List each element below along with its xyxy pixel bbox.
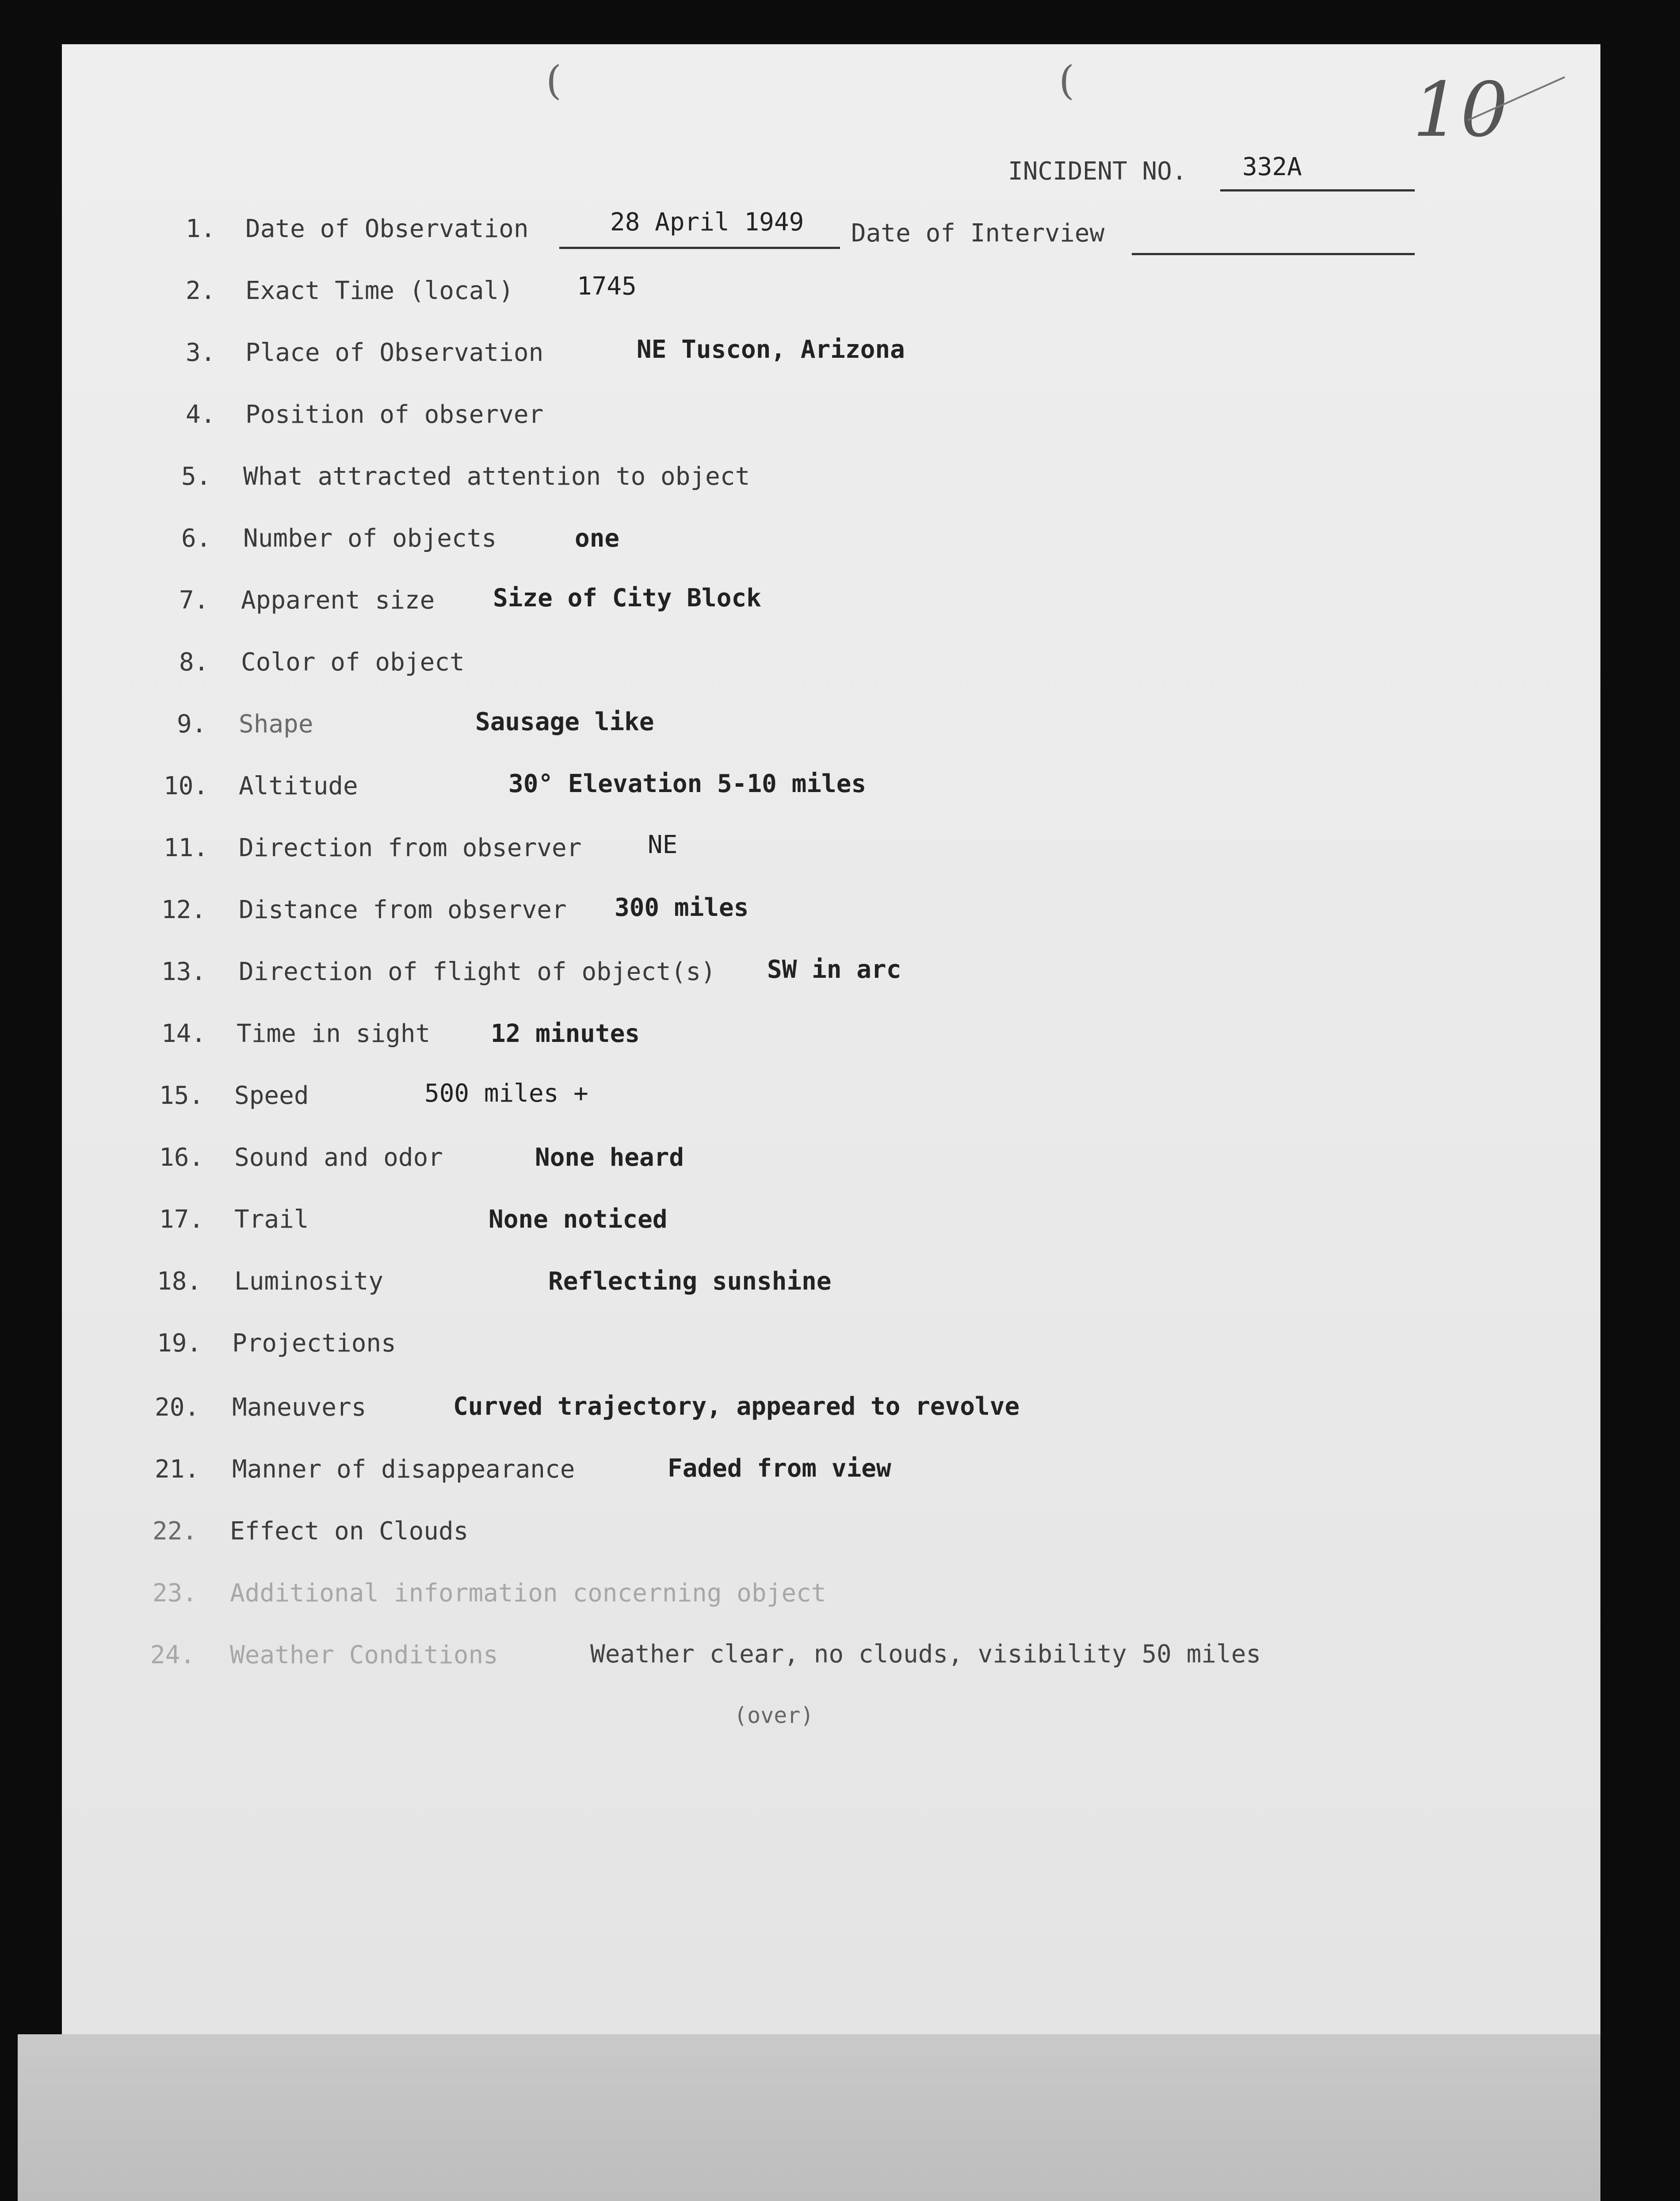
item-value: 500 miles + <box>424 1079 588 1108</box>
item-number: 19. <box>157 1329 202 1358</box>
item-label: Number of objects <box>243 524 497 553</box>
item-number: 16. <box>159 1143 204 1172</box>
scan-bottom-margin <box>18 2034 1618 2201</box>
item-number: 18. <box>157 1267 202 1296</box>
interview-underline <box>1132 253 1415 255</box>
item-label: Maneuvers <box>232 1393 367 1422</box>
interview-label: Date of Interview <box>851 219 1105 248</box>
item-number: 24. <box>150 1641 195 1669</box>
incident-number: 332A <box>1242 153 1302 181</box>
item-number: 20. <box>155 1393 200 1422</box>
item-number: 13. <box>161 957 206 986</box>
item-number: 15. <box>159 1081 204 1110</box>
item-number: 11. <box>164 834 209 862</box>
item-label: Speed <box>234 1081 309 1110</box>
item-value: NE <box>648 831 678 859</box>
item-number: 12. <box>161 896 206 924</box>
over-note: (over) <box>734 1703 814 1728</box>
item-label: Exact Time (local) <box>245 276 514 305</box>
item-value: Faded from view <box>668 1454 891 1483</box>
item-value: 300 miles <box>615 893 749 922</box>
item-number: 3. <box>186 338 216 367</box>
item-number: 22. <box>153 1517 198 1546</box>
incident-label: INCIDENT NO. <box>1008 157 1187 186</box>
item-value: Reflecting sunshine <box>548 1267 832 1296</box>
item-number: 6. <box>181 524 211 553</box>
item-value: None heard <box>535 1143 684 1172</box>
item-value: NE Tuscon, Arizona <box>637 335 905 364</box>
item-value: Weather clear, no clouds, visibility 50 miles <box>590 1640 1261 1669</box>
item-number: 14. <box>161 1019 206 1048</box>
item-label: Shape <box>239 710 313 739</box>
incident-underline <box>1220 189 1415 191</box>
item-number: 9. <box>177 710 207 739</box>
item-label: Additional information concerning object <box>230 1579 826 1608</box>
item-label: Direction of flight of object(s) <box>239 957 716 986</box>
item-value: None noticed <box>489 1205 668 1234</box>
item-label: Effect on Clouds <box>230 1517 469 1546</box>
item-value: one <box>575 524 620 553</box>
item-number: 1. <box>186 214 216 243</box>
item-number: 10. <box>164 772 209 800</box>
item-label: Direction from observer <box>239 834 582 862</box>
item-label: Sound and odor <box>234 1143 443 1172</box>
handwritten-page-number: 10 <box>1413 66 1508 154</box>
item-label: Weather Conditions <box>230 1641 498 1669</box>
scan-mark: ( <box>1059 57 1075 104</box>
item-number: 7. <box>179 586 209 615</box>
item-label: Apparent size <box>241 586 435 615</box>
item-value: 28 April 1949 <box>610 208 804 237</box>
item-value: Curved trajectory, appeared to revolve <box>453 1392 1020 1421</box>
item-label: What attracted attention to object <box>243 462 750 491</box>
scan-right-edge <box>1600 18 1680 2201</box>
item-label: Trail <box>234 1205 309 1234</box>
item-label: Projections <box>232 1329 396 1358</box>
item-label: Color of object <box>241 648 465 677</box>
item-number: 8. <box>179 648 209 677</box>
item-value: 30° Elevation 5-10 miles <box>508 769 867 798</box>
scan-mark: ( <box>546 57 562 104</box>
item-value: 12 minutes <box>491 1019 640 1048</box>
item-label: Place of Observation <box>245 338 544 367</box>
item-value: Size of City Block <box>493 584 761 612</box>
item-value: 1745 <box>577 272 637 301</box>
item-label: Position of observer <box>245 400 544 429</box>
item-label: Distance from observer <box>239 896 567 924</box>
item-label: Altitude <box>239 772 358 800</box>
item-number: 17. <box>159 1205 204 1234</box>
item-value: SW in arc <box>767 955 901 984</box>
item-number: 2. <box>186 276 216 305</box>
item-number: 5. <box>181 462 211 491</box>
date-underline <box>559 247 840 249</box>
item-label: Luminosity <box>234 1267 384 1296</box>
item-value: Sausage like <box>475 708 654 736</box>
item-number: 23. <box>153 1579 198 1608</box>
item-number: 21. <box>155 1455 200 1484</box>
item-label: Manner of disappearance <box>232 1455 575 1484</box>
item-number: 4. <box>186 400 216 429</box>
item-label: Date of Observation <box>245 214 529 243</box>
item-label: Time in sight <box>237 1019 431 1048</box>
